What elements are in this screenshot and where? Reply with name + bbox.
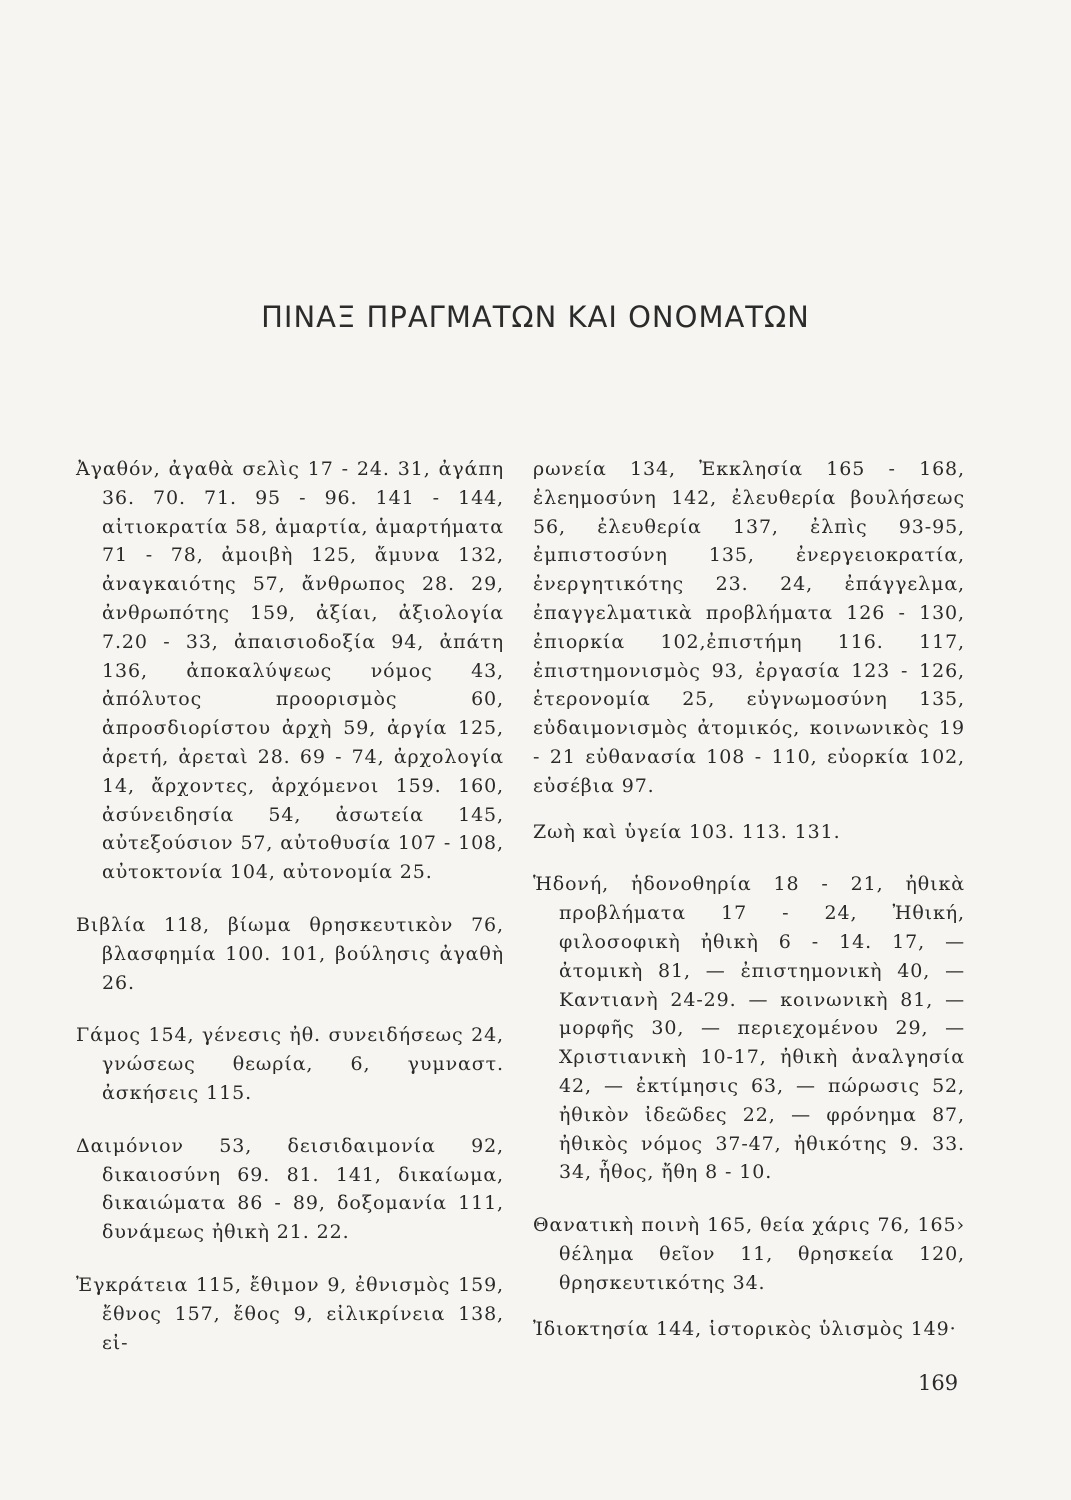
index-entry-theta: Θανατικὴ ποινὴ 165, θεία χάρις 76, 165› θέλημα θεῖον 11, θρησκεία 120, θρησκευτικότης 34. xyxy=(533,1214,965,1294)
index-entry-zeta: Ζωὴ καὶ ὑγεία 103. 113. 131. xyxy=(533,820,841,843)
index-column-left xyxy=(76,455,504,1357)
index-entry-gamma: Γάμος 154, γένεσις ἠθ. συνειδήσεως 24, γνώσεως θεωρία, 6, γυμναστ. ἀσκήσεις 115. xyxy=(76,1024,504,1104)
page-number: 169 xyxy=(918,1371,959,1395)
index-column-right xyxy=(533,455,965,1343)
page-title: ΠΙΝΑΞ ΠΡΑΓΜΑΤΩΝ ΚΑΙ ΟΝΟΜΑΤΩΝ xyxy=(261,300,810,334)
index-entry-epsilon-continued: ρωνεία 134, Ἐκκλησία 165 - 168, ἐλεημοσύνη 142, ἐλευθερία βουλήσεως 56, ἐλευθερία 137, ἐλπὶς 93-95, ἐμπιστοσύνη 135, ἐνεργειοκρατία, ἐνεργητικότης 23. 24, ἐπάγγελμα, ἐπαγγελματικὰ προβλήματα 126 - 130, ἐπιορκία 102,ἐπιστήμη 116. 117, ἐπιστημονισμὸς 93, ἐργασία 123 - 126, ἑτερονομία 25, εὐγνωμοσύνη 135, εὐδαιμονισμὸς ἀτομικός, κοινωνικὸς 19 - 21 εὐθανασία 108 - 110, εὐορκία 102, εὐσέβια 97. xyxy=(533,458,965,797)
index-entry-beta: Βιβλία 118, βίωμα θρησκευτικὸν 76, βλασφημία 100. 101, βούλησις ἀγαθὴ 26. xyxy=(76,913,504,994)
index-entry-delta: Δαιμόνιον 53, δεισιδαιμονία 92, δικαιοσύνη 69. 81. 141, δικαίωμα, δικαιώματα 86 - 89, δοξομανία 111, δυνάμεως ἠθικὴ 21. 22. xyxy=(76,1134,504,1244)
index-entry-alpha: Ἀγαθόν, ἀγαθὰ σελὶς 17 - 24. 31, ἀγάπη 36. 70. 71. 95 - 96. 141 - 144, αἰτιοκρατία 58, ἁμαρτία, ἁμαρτήματα 71 - 78, ἀμοιβὴ 125, ἄμυνα 132, ἀναγκαιότης 57, ἄνθρωπος 28. 29, ἀνθρωπότης 159, ἀξίαι, ἀξιολογία 7.20 - 33, ἀπαισιοδοξία 94, ἀπάτη 136, ἀποκαλύψεως νόμος 43, ἀπόλυτος προορισμὸς 60, ἀπροσδιορίστου ἀρχὴ 59, ἀργία 125, ἀρετή, ἀρεταὶ 28. 69 - 74, ἀρχολογία 14, ἄρχοντες, ἀρχόμενοι 159. 160, ἀσύνειδησία 54, ἀσωτεία 145, αὐτεξούσιον 57, αὐτοθυσία 107 - 108, αὐτοκτονία 104, αὐτονομία 25. xyxy=(76,458,504,884)
index-entry-iota: Ἰδιοκτησία 144, ἱστορικὸς ὑλισμὸς 149· xyxy=(533,1317,957,1340)
index-entry-eta: Ἡδονή, ἡδονοθηρία 18 - 21, ἠθικὰ προβλήματα 17 - 24, Ἠθική, φιλοσοφικὴ ἠθικὴ 6 - 14. 17, — ἀτομικὴ 81, — ἐπιστημονικὴ 40, — Καντιανὴ 24-29. — κοινωνικὴ 81, — μορφῆς 30, — περιεχομένου 29, — Χριστιανικὴ 10-17, ἠθικὴ ἀναλγησία 42, — ἐκτίμησις 63, — πώρωσις 52, ἠθικὸν ἰδεῶδες 22, — φρόνημα 87, ἠθικὸς νόμος 37-47, ἠθικότης 9. 33. 34, ἦθος, ἤθη 8 - 10. xyxy=(533,873,965,1184)
index-entry-epsilon: Ἐγκράτεια 115, ἔθιμον 9, ἐθνισμὸς 159, ἔθνος 157, ἔθος 9, εἰλικρίνεια 138, εἰ- xyxy=(76,1273,504,1354)
